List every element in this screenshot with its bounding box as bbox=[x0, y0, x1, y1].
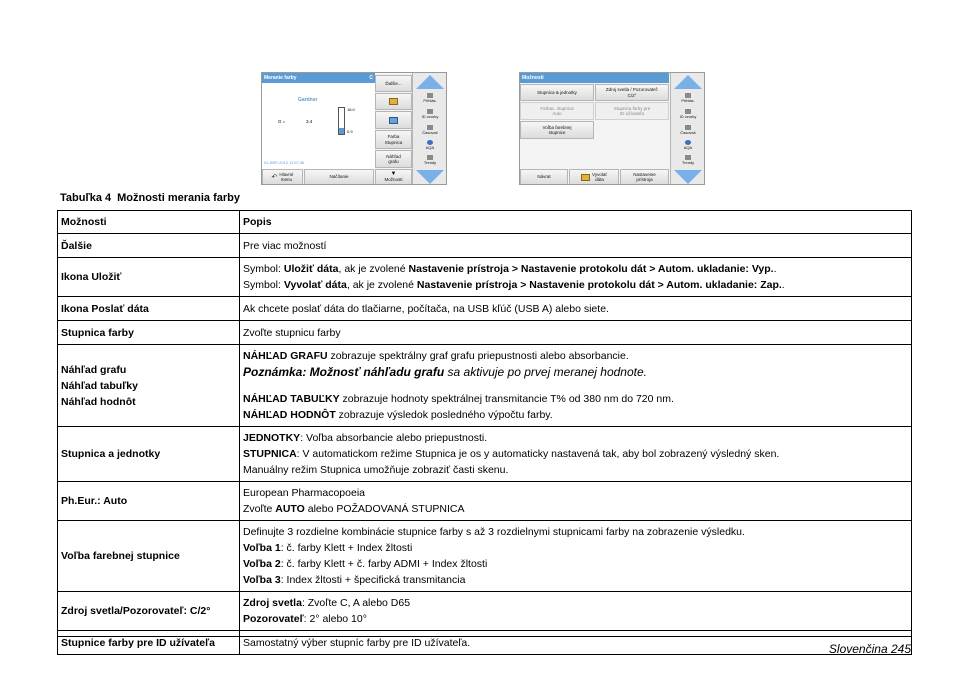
table-row bbox=[58, 258, 912, 297]
device-settings-label-1: Nastavenie bbox=[633, 171, 656, 177]
option-description: NÁHĽAD GRAFU zobrazuje spektrálny graf grafu priepustnosti alebo absorbancie. Poznámka: Možnosť náhľadu grafu sa aktivuje po prvej meranej hodnote. NÁHĽAD TABUĽKY zobrazuje hodnoty spektrálnej transmitancie T% od 380 nm do 720 nm. NÁHĽAD HODNÔT zobrazuje výsledok posledného výpočtu farby. bbox=[240, 345, 912, 427]
color-scale-choice-label-1: Voľba farebnej bbox=[542, 124, 572, 130]
result-area bbox=[262, 83, 375, 169]
option-name: Ikona Poslať dáta bbox=[58, 297, 240, 321]
login-label: Prihlás. bbox=[423, 98, 437, 103]
option-name: Stupnice farby pre ID užívateľa bbox=[58, 631, 240, 655]
result-bar-fill bbox=[339, 128, 344, 135]
option-name: Ph.Eur.: Auto bbox=[58, 482, 240, 521]
options-button-label: Možnosti bbox=[384, 177, 403, 183]
scale-name: Gardner bbox=[298, 97, 318, 103]
option-description: JEDNOTKY: Voľba absorbancie alebo priepustnosti. STUPNICA: V automatickom režime Stupnica je os y automaticky nastavená tak, aby bol zobrazený výsledný sken. Manuálny režim Stupnica umožňuje zobraziť časti skenu. bbox=[240, 427, 912, 482]
option-description: European Pharmacopoeia Zvoľte AUTO alebo POŽADOVANÁ STUPNICA bbox=[240, 482, 912, 521]
option-description: Definujte 3 rozdielne kombinácie stupnice farby s až 3 rozdielnymi stupnicami farby na zobrazenie výsledku. Voľba 1: č. farby Klett + Index žltosti Voľba 2: č. farby Klett + č. farby ADMI + Index žltosti Voľba 3: Index žltosti + špecifická transmitancia bbox=[240, 521, 912, 592]
option-description: Zvoľte stupnicu farby bbox=[240, 321, 912, 345]
table-row bbox=[58, 631, 912, 655]
timer-button[interactable] bbox=[415, 124, 445, 139]
login-button[interactable] bbox=[415, 92, 445, 107]
measurement-datetime: 01-SEP-2012 11:57:36 bbox=[264, 160, 305, 165]
color-scale-button[interactable] bbox=[375, 130, 412, 149]
main-menu-button[interactable] bbox=[262, 169, 303, 185]
result-value: 3.4 bbox=[306, 119, 313, 124]
table-row bbox=[58, 234, 912, 258]
screen-title-suffix: C bbox=[369, 75, 373, 81]
option-name: Voľba farebnej stupnice bbox=[58, 521, 240, 592]
footer-rule bbox=[57, 636, 912, 637]
table-row bbox=[58, 592, 912, 631]
screen-title: Meranie farby bbox=[264, 75, 297, 81]
user-scale-label-1: Stupnica farby pre bbox=[613, 105, 651, 111]
scroll-down-arrow-icon[interactable] bbox=[674, 170, 702, 184]
option-name: Stupnica a jednotky bbox=[58, 427, 240, 482]
back-button-label: Návrat bbox=[537, 174, 551, 180]
light-source-button[interactable] bbox=[595, 84, 669, 101]
back-button[interactable] bbox=[520, 169, 568, 185]
send-data-button[interactable] bbox=[375, 111, 412, 129]
option-name: Ďalšie bbox=[58, 234, 240, 258]
scroll-down-arrow-icon[interactable] bbox=[416, 170, 444, 184]
option-description: Symbol: Uložiť dáta, ak je zvolené Nastavenie prístroja > Nastavenie protokolu dát > Autom. ukladanie: Vyp.. Symbol: Vyvolať dáta, ak je zvolené Nastavenie prístroja > Nastavenie protokolu dát > Autom. ukladanie: Zap.. bbox=[240, 258, 912, 297]
recall-data-icon bbox=[581, 174, 590, 181]
color-scale-choice-label-2: stupnice bbox=[548, 130, 566, 135]
table-row bbox=[58, 297, 912, 321]
recall-label-1: Vyvolať bbox=[591, 171, 608, 177]
screen-title-bar bbox=[520, 73, 669, 83]
graph-preview-label-1: Náhľad bbox=[386, 153, 401, 159]
user-scale-button bbox=[595, 102, 669, 120]
save-icon bbox=[389, 98, 398, 105]
timer-button[interactable] bbox=[673, 124, 703, 139]
color-scale-label-2: Stupnica bbox=[384, 139, 403, 145]
color-scale-auto-button bbox=[520, 102, 594, 120]
timer-label: Časovač bbox=[422, 130, 438, 135]
table-row bbox=[58, 521, 912, 592]
load-button[interactable] bbox=[304, 169, 374, 185]
table-header-row bbox=[58, 211, 912, 234]
header-description: Popis bbox=[240, 211, 912, 234]
light-source-label-2: C/2° bbox=[627, 92, 637, 98]
aqa-button[interactable] bbox=[673, 139, 703, 154]
caret-down-icon: ▼ bbox=[390, 171, 397, 178]
sample-id-label: ID vzorky bbox=[679, 114, 697, 119]
trends-label: Trendy bbox=[681, 160, 695, 165]
table-row bbox=[58, 345, 912, 427]
bar-bottom-label: 0.9 bbox=[347, 129, 353, 134]
side-toolbar bbox=[670, 73, 704, 185]
header-options: Možnosti bbox=[58, 211, 240, 234]
sample-id-button[interactable] bbox=[415, 108, 445, 123]
gs-label: G = bbox=[278, 119, 286, 124]
option-description: Samostatný výber stupníc farby pre ID užívateľa. bbox=[240, 631, 912, 655]
page-number: 245 bbox=[890, 642, 911, 656]
measurement-screen bbox=[261, 72, 447, 185]
color-scale-auto-label-2: Auto bbox=[552, 111, 562, 116]
screen-title: Možnosti bbox=[522, 75, 544, 81]
option-name: Zdroj svetla/Pozorovateľ: C/2° bbox=[58, 592, 240, 631]
option-description: Ak chcete poslať dáta do tlačiarne, počítača, na USB kľúč (USB A) alebo siete. bbox=[240, 297, 912, 321]
aqa-label: AQA bbox=[425, 145, 435, 150]
page-footer bbox=[829, 642, 911, 656]
more-button[interactable] bbox=[375, 75, 412, 92]
table-row bbox=[58, 427, 912, 482]
table-caption-text: Možnosti merania farby bbox=[117, 192, 240, 204]
color-scale-auto-label-1: Farbac. stupnica bbox=[540, 105, 574, 111]
scroll-up-arrow-icon[interactable] bbox=[674, 75, 702, 89]
save-data-button[interactable] bbox=[375, 93, 412, 110]
trends-button[interactable] bbox=[415, 154, 445, 169]
scale-units-button[interactable] bbox=[520, 84, 594, 101]
bar-top-label: 18.0 bbox=[347, 107, 355, 112]
screen-title-bar bbox=[262, 73, 375, 83]
device-settings-button[interactable] bbox=[620, 169, 669, 185]
aqa-button[interactable] bbox=[415, 139, 445, 154]
login-label: Prihlás. bbox=[681, 98, 695, 103]
options-empty-area bbox=[520, 140, 669, 168]
option-description: Pre viac možností bbox=[240, 234, 912, 258]
back-arrow-icon: ↶ bbox=[271, 173, 278, 181]
footer-language: Slovenčina bbox=[828, 642, 888, 656]
more-button-label: Ďalšie... bbox=[385, 80, 402, 86]
table-row bbox=[58, 482, 912, 521]
graph-preview-label-2: grafu bbox=[388, 159, 399, 164]
graph-preview-button[interactable] bbox=[375, 150, 412, 168]
table-row bbox=[58, 321, 912, 345]
aqa-label: AQA bbox=[683, 145, 693, 150]
table-caption bbox=[60, 192, 240, 204]
option-description: Zdroj svetla: Zvoľte C, A alebo D65 Pozorovateľ: 2° alebo 10° bbox=[240, 592, 912, 631]
device-settings-label-2: prístroja bbox=[636, 177, 653, 182]
color-scale-choice-button[interactable] bbox=[520, 121, 594, 139]
recall-label-2: dáta bbox=[595, 177, 604, 182]
table-caption-label: Tabuľka 4 bbox=[60, 192, 112, 204]
sample-id-button[interactable] bbox=[673, 108, 703, 123]
trends-label: Trendy bbox=[423, 160, 437, 165]
main-menu-label-2: menu bbox=[280, 177, 293, 182]
main-menu-label-1: Hlavné bbox=[279, 171, 294, 177]
user-scale-label-2: ID užívateľa bbox=[619, 111, 645, 116]
send-data-icon bbox=[389, 117, 398, 124]
light-source-label-1: Zdroj svetla / Pozorovateľ: bbox=[605, 87, 659, 92]
options-button[interactable] bbox=[375, 169, 412, 185]
option-name: Stupnica farby bbox=[58, 321, 240, 345]
option-name: Ikona Uložiť bbox=[58, 258, 240, 297]
scroll-up-arrow-icon[interactable] bbox=[416, 75, 444, 89]
trends-button[interactable] bbox=[673, 154, 703, 169]
sample-id-label: ID vzorky bbox=[421, 114, 439, 119]
load-button-label: Načítanie bbox=[329, 174, 349, 180]
recall-data-button[interactable] bbox=[569, 169, 619, 185]
option-name: Náhľad grafu Náhľad tabuľky Náhľad hodnôt bbox=[58, 345, 240, 427]
options-screen bbox=[519, 72, 705, 185]
login-button[interactable] bbox=[673, 92, 703, 107]
result-bar bbox=[338, 107, 345, 135]
color-scale-label-1: Farba bbox=[387, 134, 400, 139]
scale-units-label: Stupnica & jednotky bbox=[537, 89, 577, 95]
timer-label: Časovač bbox=[680, 130, 696, 135]
side-toolbar bbox=[412, 73, 446, 185]
options-table bbox=[57, 210, 912, 655]
